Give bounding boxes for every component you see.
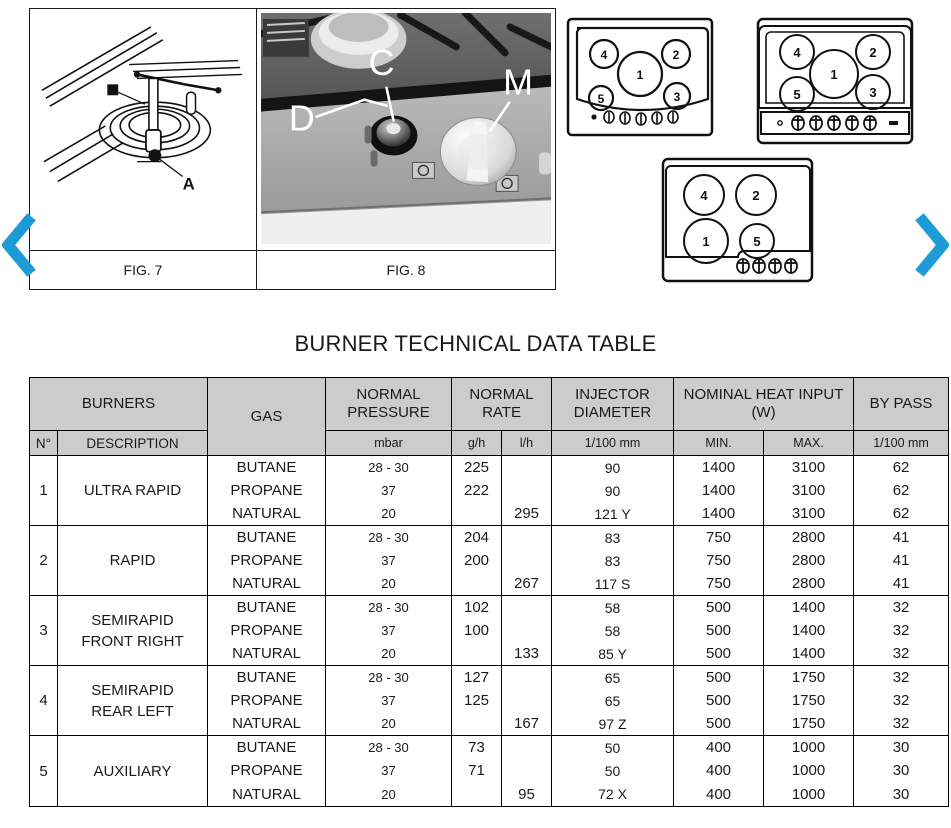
cell-rate-gh-value	[452, 502, 501, 525]
table-row	[30, 596, 949, 666]
cell-gas	[208, 736, 326, 807]
cell-by-pass-value: 30	[892, 739, 910, 757]
subheader-heat-min: MIN.	[674, 431, 764, 456]
cell-rate-lh-value	[502, 759, 551, 782]
cell-rate-lh-value	[502, 456, 551, 479]
burner-technical-data-table	[29, 377, 949, 807]
hob-a-burner-5: 5	[597, 92, 605, 106]
description-line: REAR LEFT	[91, 702, 174, 720]
fig7-caption: FIG. 7	[30, 250, 256, 289]
cell-heat-min-value: 500	[706, 622, 732, 639]
description-line: SEMIRAPID	[91, 681, 174, 699]
hob-diagram-5-burner-a	[565, 16, 715, 138]
cell-rate-lh	[502, 526, 552, 596]
cell-injector-diameter-value: 85 Y	[598, 645, 627, 662]
cell-rate-lh-value: 267	[514, 575, 540, 592]
table-row	[30, 456, 949, 526]
cell-burner-description	[58, 666, 208, 736]
cell-by-pass	[854, 596, 949, 666]
cell-heat-min	[674, 736, 764, 807]
cell-rate-lh-value: 167	[514, 715, 540, 732]
cell-injector-diameter	[552, 666, 674, 736]
cell-normal-pressure-value: 37	[381, 763, 396, 779]
cell-injector-diameter-value: 117 S	[594, 575, 631, 592]
hob-c-burner-5: 5	[753, 234, 761, 249]
cell-heat-min-value: 500	[706, 715, 732, 732]
cell-gas-value: NATURAL	[232, 505, 301, 522]
cell-normal-pressure-value: 37	[381, 693, 396, 708]
cell-gas-value: PROPANE	[230, 762, 303, 780]
cell-heat-min	[674, 456, 764, 526]
cell-gas	[208, 456, 326, 526]
hob-c-burner-2: 2	[752, 188, 760, 203]
cell-injector-diameter-value: 90	[604, 459, 621, 476]
fig8-image	[261, 13, 551, 246]
cell-by-pass-value: 32	[892, 669, 910, 686]
cell-heat-min-value: 400	[706, 739, 732, 757]
cell-rate-gh-value: 73	[468, 739, 485, 757]
cell-burner-description: AUXILIARY	[58, 736, 208, 807]
cell-heat-max-value: 3100	[791, 459, 826, 476]
subheader-injector-unit: 1/100 mm	[552, 431, 674, 456]
cell-rate-gh-value: 71	[468, 762, 485, 780]
cell-rate-gh-value: 100	[464, 622, 490, 639]
hob-c-burner-1: 1	[702, 234, 710, 249]
cell-rate-lh-value	[502, 736, 551, 759]
header-normal-pressure: NORMAL PRESSURE	[326, 378, 452, 431]
cell-rate-lh-value	[502, 666, 551, 689]
cell-gas-value: NATURAL	[232, 645, 301, 662]
cell-normal-pressure-value: 20	[381, 716, 396, 731]
cell-gas-value: NATURAL	[232, 785, 301, 803]
fig8-caption: FIG. 8	[257, 250, 555, 289]
cell-heat-min-value: 500	[706, 599, 732, 616]
cell-rate-lh-value	[502, 479, 551, 502]
cell-injector-diameter-value: 65	[604, 692, 621, 709]
subheader-rate-lh: l/h	[502, 431, 552, 456]
cell-gas	[208, 526, 326, 596]
cell-rate-lh-value: 295	[514, 505, 540, 522]
cell-rate-gh	[452, 596, 502, 666]
cell-by-pass	[854, 666, 949, 736]
fig7-image	[34, 13, 252, 246]
hob-a-burner-1: 1	[636, 68, 644, 82]
cell-by-pass-value: 62	[892, 482, 910, 499]
previous-page-arrow-icon[interactable]	[2, 213, 36, 277]
cell-normal-pressure	[326, 596, 452, 666]
cell-normal-pressure	[326, 456, 452, 526]
cell-gas-value: BUTANE	[236, 669, 297, 686]
cell-gas-value: PROPANE	[230, 552, 303, 569]
cell-normal-pressure-value: 28 - 30	[368, 740, 409, 756]
cell-heat-max-value: 3100	[791, 505, 826, 522]
hob-b-burner-1: 1	[830, 67, 838, 82]
cell-rate-gh-value: 125	[464, 692, 490, 709]
cell-gas	[208, 596, 326, 666]
cell-injector-diameter	[552, 736, 674, 807]
cell-injector-diameter-value: 65	[604, 669, 621, 686]
cell-heat-min-value: 1400	[701, 459, 736, 476]
cell-normal-pressure-value: 37	[381, 553, 396, 568]
cell-normal-pressure-value: 20	[381, 786, 396, 802]
cell-rate-gh-value	[452, 783, 501, 806]
cell-rate-gh	[452, 666, 502, 736]
cell-gas-value: PROPANE	[230, 482, 303, 499]
cell-burner-number: 2	[30, 526, 58, 596]
fig8-label-d: D	[288, 98, 315, 139]
cell-gas-value: NATURAL	[232, 575, 301, 592]
cell-gas-value: BUTANE	[236, 459, 297, 476]
description-line: FRONT RIGHT	[81, 632, 184, 650]
cell-normal-pressure-value: 37	[381, 483, 396, 498]
subheader-heat-max: MAX.	[764, 431, 854, 456]
cell-injector-diameter-value: 90	[604, 482, 621, 499]
table-row	[30, 736, 949, 807]
cell-rate-lh-value: 133	[514, 645, 540, 662]
cell-heat-min	[674, 596, 764, 666]
hob-a-burner-2: 2	[672, 48, 680, 62]
cell-heat-min-value: 500	[706, 669, 732, 686]
cell-injector-diameter-value: 83	[604, 529, 621, 546]
description-line: SEMIRAPID	[91, 611, 174, 629]
cell-heat-max-value: 1000	[791, 739, 826, 757]
hob-diagram-5-burner-b	[755, 16, 915, 146]
cell-rate-gh-value	[452, 572, 501, 595]
cell-normal-pressure-value: 28 - 30	[368, 530, 409, 545]
cell-heat-min-value: 750	[706, 575, 732, 592]
cell-burner-description: RAPID	[58, 526, 208, 596]
subheader-no: N°	[30, 431, 58, 456]
table-row	[30, 666, 949, 736]
cell-rate-lh-value	[502, 689, 551, 712]
cell-gas-value: BUTANE	[236, 529, 297, 546]
cell-injector-diameter-value: 121 Y	[594, 505, 631, 522]
cell-injector-diameter-value: 72 X	[598, 786, 627, 803]
cell-rate-lh-value	[502, 549, 551, 572]
subheader-pressure-unit: mbar	[326, 431, 452, 456]
next-page-arrow-icon[interactable]	[915, 213, 949, 277]
cell-heat-max-value: 1750	[791, 715, 826, 732]
cell-normal-pressure-value: 20	[381, 506, 396, 521]
cell-injector-diameter	[552, 596, 674, 666]
header-normal-rate: NORMAL RATE	[452, 378, 552, 431]
cell-heat-min-value: 500	[706, 645, 732, 662]
cell-burner-number: 5	[30, 736, 58, 807]
cell-rate-lh-value: 95	[518, 785, 535, 803]
cell-heat-max	[764, 736, 854, 807]
cell-injector-diameter	[552, 526, 674, 596]
figure-fig7	[29, 8, 257, 290]
cell-rate-lh-value	[502, 596, 551, 619]
header-injector-diameter: INJECTOR DIAMETER	[552, 378, 674, 431]
cell-heat-max-value: 1750	[791, 692, 826, 709]
cell-rate-lh	[502, 456, 552, 526]
cell-gas-value: NATURAL	[232, 715, 301, 732]
cell-gas	[208, 666, 326, 736]
figure-fig8	[257, 8, 556, 290]
cell-by-pass-value: 30	[892, 785, 910, 803]
header-by-pass: BY PASS	[854, 378, 949, 431]
cell-by-pass-value: 62	[892, 459, 910, 476]
cell-by-pass-value: 62	[892, 505, 910, 522]
cell-heat-max-value: 1400	[791, 645, 826, 662]
hob-a-burner-3: 3	[673, 90, 681, 104]
cell-rate-gh	[452, 736, 502, 807]
cell-by-pass-value: 32	[892, 645, 910, 662]
hob-burner-line-drawing	[34, 13, 252, 243]
cell-heat-max-value: 1400	[791, 599, 826, 616]
hob-b-burner-5: 5	[793, 87, 801, 102]
header-nominal-heat-input: NOMINAL HEAT INPUT (W)	[674, 378, 854, 431]
cell-normal-pressure-value: 37	[381, 623, 396, 638]
cell-rate-lh	[502, 736, 552, 807]
cell-burner-number: 3	[30, 596, 58, 666]
hob-layout-diagrams	[560, 8, 922, 290]
hob-b-burner-2: 2	[869, 45, 877, 60]
cell-rate-lh-value	[502, 526, 551, 549]
cell-heat-max-value: 1000	[791, 785, 826, 803]
cell-by-pass-value: 41	[892, 552, 910, 569]
cell-heat-max	[764, 526, 854, 596]
cell-normal-pressure	[326, 526, 452, 596]
cell-injector-diameter-value: 83	[604, 552, 621, 569]
cell-by-pass-value: 32	[892, 715, 910, 732]
header-gas: GAS	[208, 378, 326, 456]
hob-a-burner-4: 4	[600, 48, 608, 62]
cell-injector-diameter	[552, 456, 674, 526]
cell-heat-min	[674, 526, 764, 596]
cell-injector-diameter-value: 58	[604, 622, 621, 639]
cell-injector-diameter-value: 58	[604, 599, 621, 616]
cell-burner-description: ULTRA RAPID	[58, 456, 208, 526]
cell-heat-max	[764, 596, 854, 666]
cell-injector-diameter-value: 50	[604, 762, 621, 779]
cell-rate-gh-value	[452, 712, 501, 735]
table-row	[30, 526, 949, 596]
cell-burner-number: 4	[30, 666, 58, 736]
cell-heat-min-value: 500	[706, 692, 732, 709]
cell-rate-gh-value: 225	[464, 459, 490, 476]
cell-heat-min-value: 400	[706, 785, 732, 803]
cell-rate-gh-value: 204	[464, 529, 490, 546]
burner-table-body	[30, 456, 949, 807]
cell-rate-gh-value: 127	[464, 669, 490, 686]
header-burners: BURNERS	[30, 378, 208, 431]
cell-normal-pressure-value: 20	[381, 646, 396, 661]
cell-gas-value: PROPANE	[230, 692, 303, 709]
cell-injector-diameter-value: 97 Z	[598, 715, 627, 732]
cell-by-pass-value: 32	[892, 599, 910, 616]
hob-b-burner-4: 4	[793, 45, 801, 60]
cell-heat-max-value: 2800	[791, 529, 826, 546]
fig7-label-a: A	[182, 174, 195, 194]
cell-rate-gh	[452, 526, 502, 596]
cell-normal-pressure	[326, 666, 452, 736]
cell-heat-max	[764, 456, 854, 526]
subheader-rate-gh: g/h	[452, 431, 502, 456]
cell-by-pass	[854, 456, 949, 526]
cell-heat-min-value: 750	[706, 552, 732, 569]
cell-normal-pressure-value: 28 - 30	[368, 600, 409, 615]
cell-normal-pressure-value: 20	[381, 576, 396, 591]
cell-heat-min-value: 1400	[701, 505, 736, 522]
cell-rate-gh-value: 222	[464, 482, 490, 499]
cell-normal-pressure-value: 28 - 30	[368, 670, 409, 685]
cell-heat-max-value: 2800	[791, 552, 826, 569]
cell-rate-lh-value	[502, 619, 551, 642]
cell-by-pass-value: 41	[892, 529, 910, 546]
cell-normal-pressure-value: 28 - 30	[368, 460, 409, 475]
cell-rate-gh-value	[452, 642, 501, 665]
cell-gas-value: BUTANE	[236, 599, 297, 616]
subheader-bypass-unit: 1/100 mm	[854, 431, 949, 456]
cell-heat-min-value: 1400	[701, 482, 736, 499]
cell-heat-max-value: 1000	[791, 762, 826, 780]
cell-rate-gh	[452, 456, 502, 526]
cell-burner-description	[58, 596, 208, 666]
fig8-label-m: M	[503, 62, 534, 103]
hob-control-panel-photo	[261, 13, 551, 244]
cell-rate-gh-value: 200	[464, 552, 490, 569]
cell-heat-max-value: 3100	[791, 482, 826, 499]
cell-by-pass	[854, 736, 949, 807]
cell-heat-max-value: 1750	[791, 669, 826, 686]
cell-by-pass-value: 41	[892, 575, 910, 592]
cell-heat-max	[764, 666, 854, 736]
fig8-label-c: C	[368, 42, 395, 83]
cell-burner-number: 1	[30, 456, 58, 526]
cell-gas-value: PROPANE	[230, 622, 303, 639]
cell-heat-min-value: 750	[706, 529, 732, 546]
cell-rate-gh-value: 102	[464, 599, 490, 616]
cell-by-pass-value: 32	[892, 622, 910, 639]
cell-injector-diameter-value: 50	[604, 739, 621, 756]
cell-heat-min-value: 400	[706, 762, 732, 780]
cell-heat-min	[674, 666, 764, 736]
cell-by-pass	[854, 526, 949, 596]
cell-heat-max-value: 2800	[791, 575, 826, 592]
cell-rate-lh	[502, 666, 552, 736]
hob-b-burner-3: 3	[869, 85, 877, 100]
cell-heat-max-value: 1400	[791, 622, 826, 639]
subheader-description: DESCRIPTION	[58, 431, 208, 456]
cell-normal-pressure	[326, 736, 452, 807]
page-title: BURNER TECHNICAL DATA TABLE	[294, 331, 657, 356]
hob-diagram-4-burner-c	[660, 156, 815, 284]
cell-by-pass-value: 32	[892, 692, 910, 709]
hob-c-burner-4: 4	[700, 188, 708, 203]
cell-rate-lh	[502, 596, 552, 666]
cell-by-pass-value: 30	[892, 762, 910, 780]
cell-gas-value: BUTANE	[236, 739, 297, 757]
